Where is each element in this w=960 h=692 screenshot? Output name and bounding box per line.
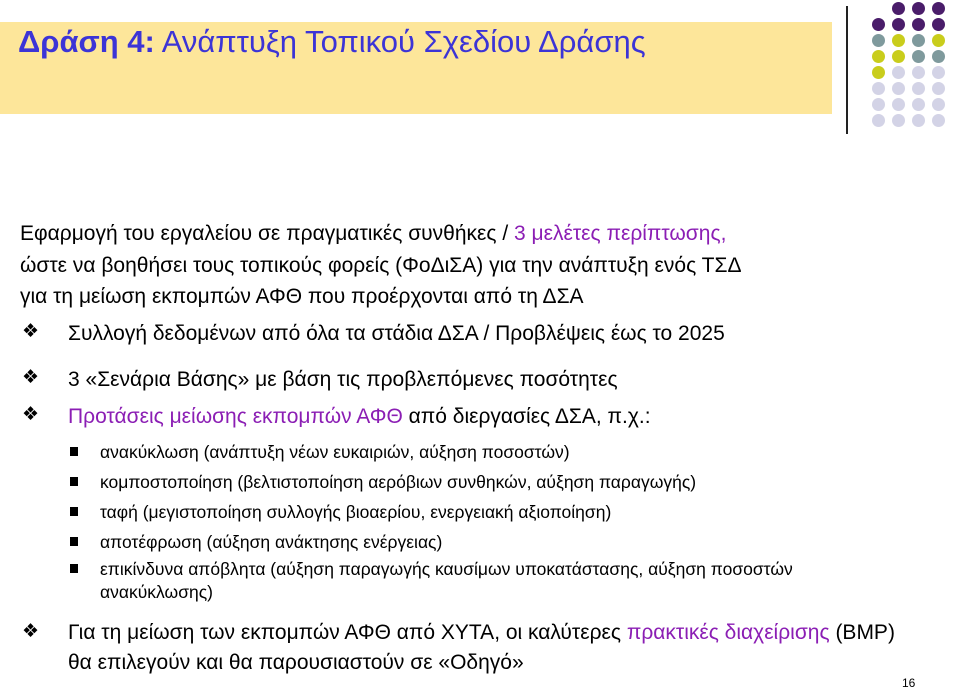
decorative-dot — [892, 66, 905, 79]
decorative-dot — [912, 66, 925, 79]
decorative-dot — [892, 82, 905, 95]
decorative-dot — [892, 98, 905, 111]
decorative-dot — [912, 114, 925, 127]
intro-paragraph — [20, 218, 900, 313]
decorative-dot — [872, 50, 885, 63]
intro-line3: για τη μείωση εκπομπών ΑΦΘ που προέρχονται από τη ΔΣΑ — [20, 285, 584, 308]
four-diamond-bullet-icon: ❖ — [22, 366, 40, 388]
final-part1: Για τη μείωση των εκπομπών ΑΦΘ από ΧΥΤΑ, οι καλύτερες — [68, 621, 627, 644]
square-bullet-icon — [70, 564, 78, 573]
sub-bullet-text: αποτέφρωση (αύξηση ανάκτησης ενέργειας) — [100, 532, 443, 552]
bullet-text: 3 «Σενάρια Βάσης» με βάση τις προβλεπόμενες ποσότητες — [68, 368, 618, 391]
final-highlight: πρακτικές διαχείρισης — [626, 621, 830, 644]
decorative-dot — [892, 18, 905, 31]
square-bullet-icon — [70, 507, 78, 516]
decorative-dot — [932, 50, 945, 63]
final-text — [68, 618, 898, 678]
decorative-dot — [912, 18, 925, 31]
decorative-dot — [932, 114, 945, 127]
decorative-dot — [892, 114, 905, 127]
decorative-dot — [892, 50, 905, 63]
decorative-dot — [932, 66, 945, 79]
decorative-dot — [932, 82, 945, 95]
four-diamond-bullet-icon: ❖ — [22, 320, 40, 342]
decorative-dot — [872, 34, 885, 47]
decorative-dot — [912, 98, 925, 111]
page-number: 16 — [902, 676, 916, 690]
intro-highlight: 3 μελέτες περίπτωσης, — [514, 222, 727, 245]
decorative-dot — [892, 2, 905, 15]
square-bullet-icon — [70, 447, 78, 456]
sub-bullet-text: κομποστοποίηση (βελτιστοποίηση αερόβιων συνθηκών, αύξηση παραγωγής) — [100, 472, 697, 492]
sub-bullet-text: επικίνδυνα απόβλητα (αύξηση παραγωγής καυσίμων υποκατάστασης, αύξηση ποσοστών ανακύκλωσης) — [100, 559, 793, 602]
decorative-dot — [872, 66, 885, 79]
decorative-dot — [912, 50, 925, 63]
intro-part1: Εφαρμογή του εργαλείου σε πραγματικές συνθήκες / — [20, 222, 515, 245]
decorative-dot — [932, 34, 945, 47]
divider-line — [846, 6, 848, 134]
bullet-text: Συλλογή δεδομένων από όλα τα στάδια ΔΣΑ / Προβλέψεις έως το 2025 — [68, 322, 725, 345]
decorative-dot — [932, 2, 945, 15]
square-bullet-icon — [70, 537, 78, 546]
square-bullet-icon — [70, 477, 78, 486]
slide-title — [18, 24, 646, 60]
decorative-dot — [872, 98, 885, 111]
decorative-dot — [872, 114, 885, 127]
bullet-text-rest: από διεργασίες ΔΣΑ, π.χ.: — [402, 405, 651, 428]
four-diamond-bullet-icon: ❖ — [22, 403, 40, 425]
decorative-dot — [872, 18, 885, 31]
title-rest: Ανάπτυξη Τοπικού Σχεδίου Δράσης — [154, 24, 646, 59]
decorative-dot — [912, 82, 925, 95]
bullet-highlight: Προτάσεις μείωσης εκπομπών ΑΦΘ — [68, 405, 403, 428]
decorative-dot — [932, 98, 945, 111]
four-diamond-bullet-icon: ❖ — [22, 620, 40, 642]
final-part2: (BMP) θα επιλεγούν και θα παρουσιαστούν σε «Οδηγό» — [68, 621, 895, 674]
title-lead: Δράση 4: — [18, 24, 155, 59]
sub-bullet-text: ανακύκλωση (ανάπτυξη νέων ευκαιριών, αύξηση ποσοστών) — [100, 442, 570, 462]
decorative-dot — [932, 18, 945, 31]
decorative-dot-grid — [868, 0, 960, 128]
sub-bullet-text: ταφή (μεγιστοποίηση συλλογής βιοαερίου, ενεργειακή αξιοποίηση) — [100, 502, 612, 522]
decorative-dot — [912, 34, 925, 47]
intro-line2: ώστε να βοηθήσει τους τοπικούς φορείς (ΦοΔιΣΑ) για την ανάπτυξη ενός ΤΣΔ — [20, 253, 742, 277]
bullet-text — [68, 403, 651, 431]
decorative-dot — [912, 2, 925, 15]
decorative-dot — [872, 82, 885, 95]
decorative-dot — [892, 34, 905, 47]
